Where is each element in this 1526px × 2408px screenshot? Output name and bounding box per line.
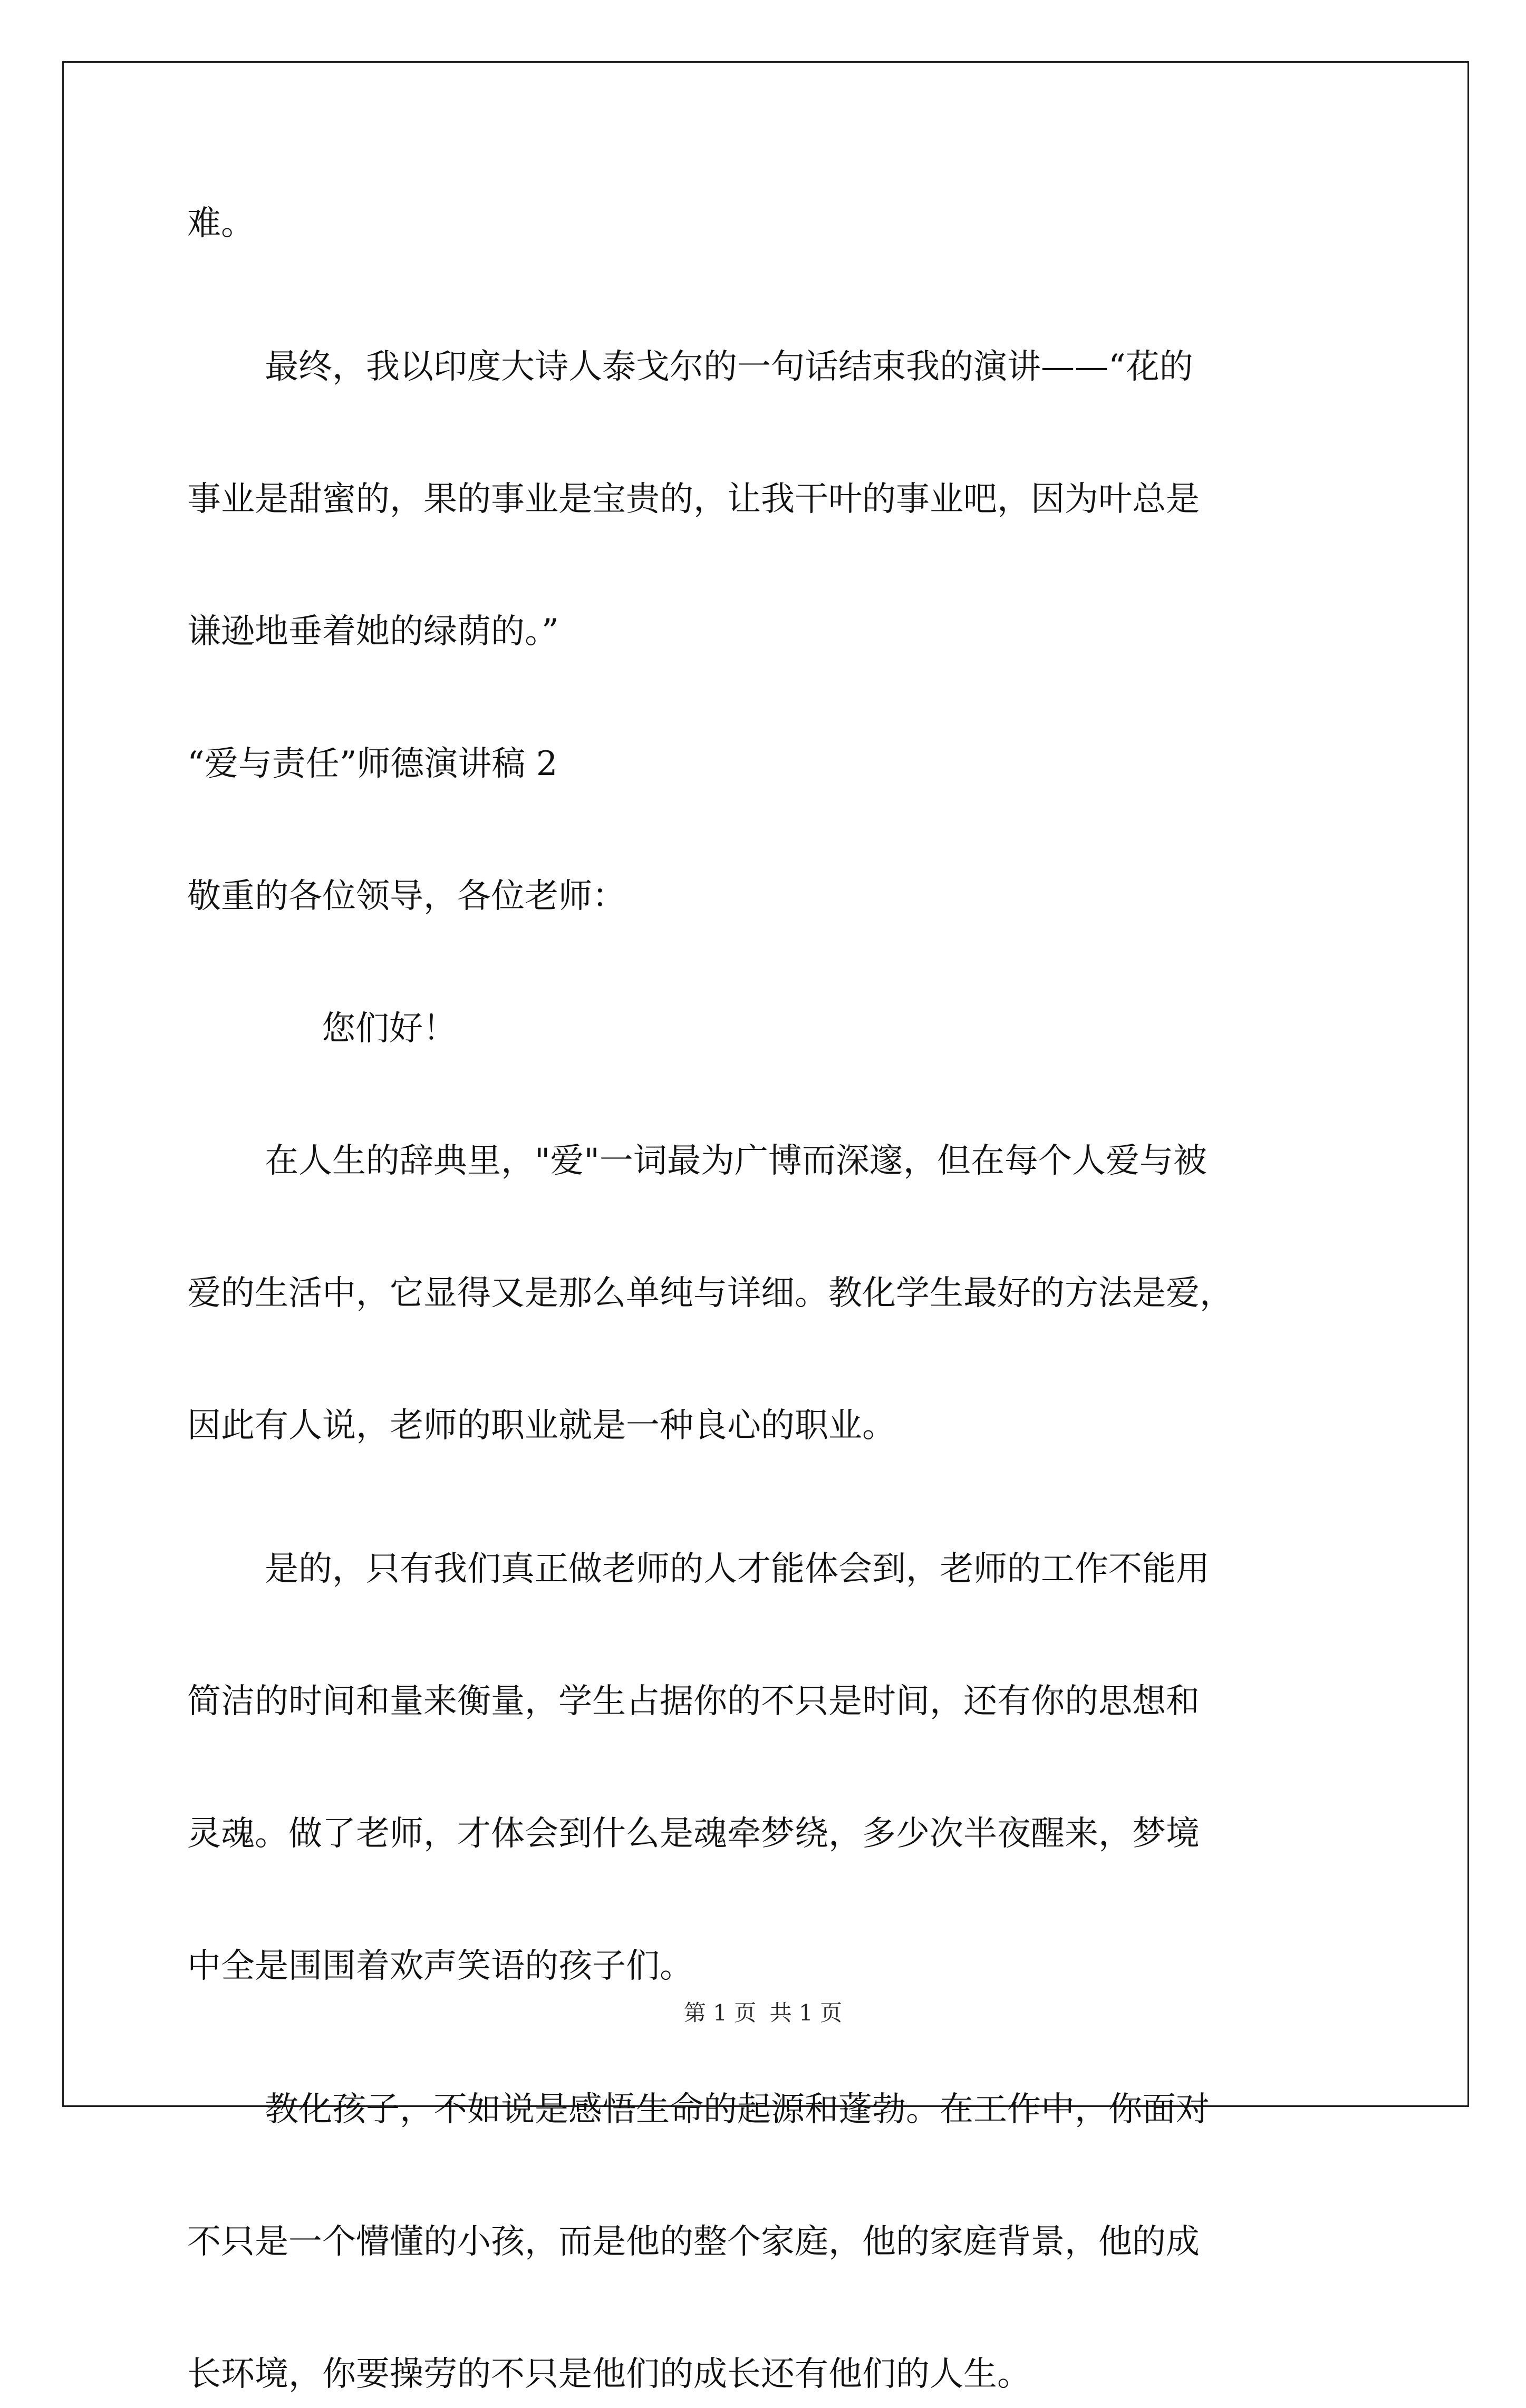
document-body bbox=[187, 190, 1353, 2408]
greeting: 您们好！ bbox=[322, 1009, 457, 1048]
paragraph-line: 长环境，你要操劳的不只是他们的成长还有他们的人生。 bbox=[187, 2355, 1031, 2394]
section-heading: “爱与责任”师德演讲稿 2 bbox=[187, 744, 558, 784]
paragraph-line: 难。 bbox=[187, 204, 255, 243]
page-footer bbox=[0, 1997, 1526, 2029]
paragraph-line: 爱的生活中，它显得又是那么单纯与详细。教化学生最好的方法是爱， bbox=[187, 1274, 1233, 1313]
paragraph-line: 因此有人说，老师的职业就是一种良心的职业。 bbox=[187, 1406, 896, 1445]
paragraph-line: 灵魂。做了老师，才体会到什么是魂牵梦绕，多少次半夜醒来，梦境 bbox=[187, 1814, 1200, 1853]
paragraph-line: 是的，只有我们真正做老师的人才能体会到，老师的工作不能用 bbox=[265, 1550, 1210, 1589]
paragraph-line: 简洁的时间和量来衡量，学生占据你的不只是时间，还有你的思想和 bbox=[187, 1682, 1200, 1721]
paragraph-line: 不只是一个懵懂的小孩，而是他的整个家庭，他的家庭背景，他的成 bbox=[187, 2222, 1200, 2261]
paragraph-line: 教化孩子，不如说是感悟生命的起源和蓬勃。在工作中，你面对 bbox=[265, 2090, 1210, 2129]
page-number: 第 1 页 bbox=[683, 2000, 757, 2026]
page-total: 共 1 页 bbox=[769, 2000, 843, 2026]
paragraph-line: 谦逊地垂着她的绿荫的。” bbox=[187, 612, 559, 651]
paragraph-line: 在人生的辞典里，"爱"一词最为广博而深邃，但在每个人爱与被 bbox=[265, 1142, 1207, 1181]
paragraph-line: 事业是甜蜜的，果的事业是宝贵的，让我干叶的事业吧，因为叶总是 bbox=[187, 480, 1200, 519]
salutation: 敬重的各位领导，各位老师： bbox=[187, 877, 626, 916]
paragraph-line: 最终，我以印度大诗人泰戈尔的一句话结束我的演讲——“花的 bbox=[265, 347, 1193, 386]
paragraph-line: 中全是围围着欢声笑语的孩子们。 bbox=[187, 1947, 693, 1986]
